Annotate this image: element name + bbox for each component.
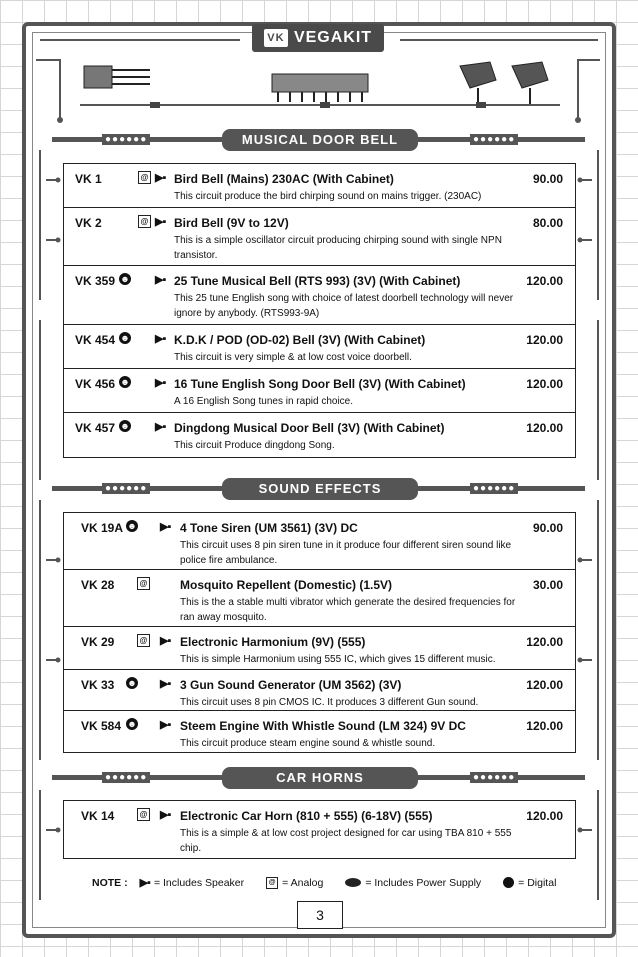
product-code: VK 454	[75, 333, 116, 347]
analog-icon: @	[137, 634, 150, 647]
digital-icon: ☻	[120, 333, 130, 343]
speaker-icon: ▶▪	[160, 719, 171, 731]
section-title: SOUND EFFECTS	[222, 478, 418, 500]
product-row	[64, 670, 575, 711]
analog-icon: @	[137, 577, 150, 590]
product-desc: This circuit is very simple & at low cost voice doorbell.	[174, 352, 412, 363]
note-speaker: = Includes Speaker	[153, 876, 245, 889]
product-row	[64, 325, 575, 369]
product-list-musical-door-bell	[63, 163, 576, 458]
product-row	[64, 513, 575, 570]
product-price: 120.00	[526, 719, 563, 733]
note-digital: = Digital	[518, 876, 557, 889]
speaker-icon: ▶▪	[155, 216, 166, 228]
note-label: NOTE :	[92, 876, 128, 889]
product-price: 120.00	[526, 421, 563, 435]
product-title: 25 Tune Musical Bell (RTS 993) (3V) (With Cabinet)	[174, 274, 461, 288]
product-price: 90.00	[532, 172, 563, 186]
speaker-icon: ▶▪	[155, 172, 166, 184]
section-header-sound-effects: ●●●●●● ●●●●●● SOUND EFFECTS	[52, 478, 585, 500]
product-title: 3 Gun Sound Generator (UM 3562) (3V)	[180, 678, 402, 692]
speaker-icon: ▶▪	[160, 635, 171, 647]
brand-logo	[252, 24, 384, 52]
product-desc: This 25 tune English song with choice of latest doorbell technology will never ignore by anybody. (RTS993-9A)	[174, 293, 514, 319]
product-price: 80.00	[532, 216, 563, 230]
digital-icon: ☻	[120, 377, 130, 387]
product-desc: This is a simple & at low cost project designed for car using TBA 810 + 555 chip.	[180, 828, 512, 854]
product-row	[64, 413, 575, 457]
product-desc: This is a simple oscillator circuit producing chirping sound with single NPN transistor.	[174, 235, 502, 261]
product-price: 120.00	[526, 809, 563, 823]
product-row	[64, 570, 575, 627]
product-price: 90.00	[532, 521, 563, 535]
product-title: Dingdong Musical Door Bell (3V) (With Cabinet)	[174, 421, 445, 435]
product-title: Steem Engine With Whistle Sound (LM 324) 9V DC	[180, 719, 466, 733]
product-code: VK 2	[75, 216, 102, 230]
product-title: Electronic Car Horn (810 + 555) (6-18V) (555)	[180, 809, 433, 823]
product-title: 4 Tone Siren (UM 3561) (3V) DC	[180, 521, 358, 535]
product-list-car-horns	[63, 800, 576, 859]
analog-icon: @	[266, 877, 278, 889]
product-desc: This is simple Harmonium using 555 IC, which gives 15 different music.	[180, 654, 496, 665]
product-row	[64, 208, 575, 266]
product-code: VK 28	[81, 578, 115, 592]
product-code: VK 19A	[81, 521, 124, 535]
product-price: 120.00	[526, 333, 563, 347]
product-title: Bird Bell (Mains) 230AC (With Cabinet)	[174, 172, 394, 186]
product-desc: A 16 English Song tunes in rapid choice.	[174, 396, 354, 407]
product-row	[64, 801, 575, 858]
section-header-car-horns: ●●●●●● ●●●●●● CAR HORNS	[52, 767, 585, 789]
product-code: VK 14	[81, 809, 115, 823]
product-price: 120.00	[526, 678, 563, 692]
product-title: Bird Bell (9V to 12V)	[174, 216, 289, 230]
digital-icon: ☻	[127, 521, 137, 531]
speaker-icon: ▶▪	[160, 521, 171, 533]
product-code: VK 456	[75, 377, 116, 391]
product-row	[64, 266, 575, 325]
analog-icon: @	[138, 215, 151, 228]
analog-icon: @	[138, 171, 151, 184]
speaker-icon: ▶▪	[160, 809, 171, 821]
product-row	[64, 369, 575, 413]
speaker-icon: ▶▪	[155, 274, 166, 286]
product-row	[64, 627, 575, 670]
note-analog: = Analog	[282, 876, 324, 889]
product-desc: This is the a stable multi vibrator which generate the desired frequencies for ran away mosquito.	[180, 597, 516, 623]
section-header-musical-door-bell: ●●●●●● ●●●●●● MUSICAL DOOR BELL	[52, 129, 585, 151]
product-desc: This circuit uses 8 pin siren tune in it produce four different siren sound like police fire ambulance.	[180, 540, 512, 566]
product-desc: This circuit Produce dingdong Song.	[174, 440, 335, 451]
page-number: 3	[297, 901, 343, 929]
product-title: K.D.K / POD (OD-02) Bell (3V) (With Cabinet)	[174, 333, 426, 347]
speaker-icon: ▶▪	[139, 877, 150, 889]
product-code: VK 584	[81, 719, 122, 733]
product-code: VK 1	[75, 172, 102, 186]
product-desc: This circuit produce steam engine sound & whistle sound.	[180, 738, 436, 749]
speaker-icon: ▶▪	[155, 333, 166, 345]
product-row	[64, 711, 575, 752]
note-power: = Includes Power Supply	[365, 876, 482, 889]
section-title: CAR HORNS	[222, 767, 418, 789]
product-code: VK 33	[81, 678, 115, 692]
product-code: VK 29	[81, 635, 115, 649]
product-price: 120.00	[526, 635, 563, 649]
power-supply-icon	[345, 878, 361, 887]
product-title: Electronic Harmonium (9V) (555)	[180, 635, 366, 649]
section-title: MUSICAL DOOR BELL	[222, 129, 418, 151]
product-title: Mosquito Repellent (Domestic) (1.5V)	[180, 578, 393, 592]
digital-icon: ☻	[127, 678, 137, 688]
speaker-icon: ▶▪	[160, 678, 171, 690]
digital-icon	[503, 877, 514, 888]
analog-icon: @	[137, 808, 150, 821]
product-price: 30.00	[532, 578, 563, 592]
speaker-icon: ▶▪	[155, 421, 166, 433]
speaker-icon: ▶▪	[155, 377, 166, 389]
digital-icon: ☻	[120, 421, 130, 431]
product-desc: This circuit uses 8 pin CMOS IC. It produces 3 different Gun sound.	[180, 697, 479, 708]
brand-mark: VK	[264, 29, 288, 47]
product-row	[64, 164, 575, 208]
product-price: 120.00	[526, 274, 563, 288]
digital-icon: ☻	[120, 274, 130, 284]
product-price: 120.00	[526, 377, 563, 391]
product-list-sound-effects	[63, 512, 576, 753]
product-code: VK 359	[75, 274, 116, 288]
brand-name: VEGAKIT	[293, 29, 373, 46]
digital-icon: ☻	[127, 719, 137, 729]
product-desc: This circuit produce the bird chirping sound on mains trigger. (230AC)	[174, 191, 482, 202]
product-title: 16 Tune English Song Door Bell (3V) (With Cabinet)	[174, 377, 466, 391]
product-code: VK 457	[75, 421, 116, 435]
legend-note	[92, 876, 562, 889]
